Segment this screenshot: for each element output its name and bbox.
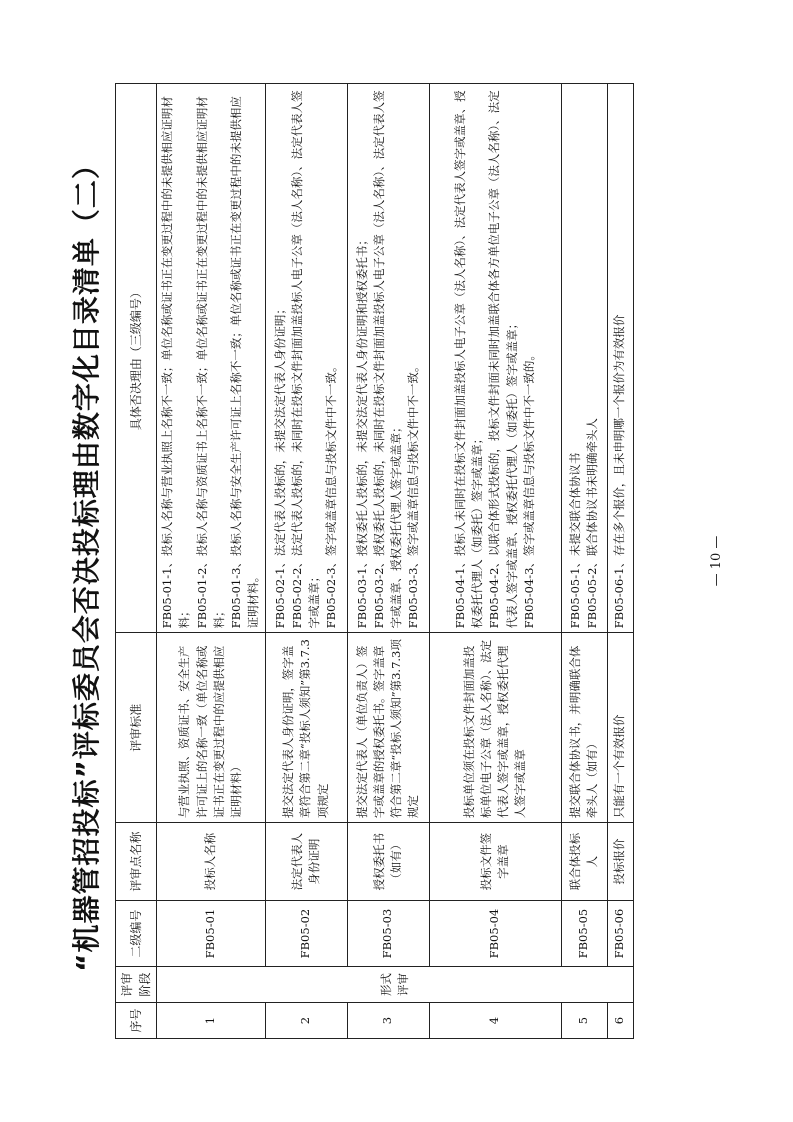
rotated-content xyxy=(57,51,737,1071)
page-number: — 10 — xyxy=(708,535,724,587)
reason-item: FB05-02-2、法定代表人投标的，未同时在投标文件封面加盖投标人电子公章（法人名称）、法定代表人签字或盖章； xyxy=(289,90,321,629)
row-point: 投标文件签字盖章 xyxy=(429,823,561,901)
row-seq: 4 xyxy=(429,1003,561,1039)
row-reasons xyxy=(347,84,429,633)
header-stage: 评审阶段 xyxy=(115,967,156,1003)
reason-item: FB05-05-1、未提交联合体协议书 xyxy=(567,452,582,629)
row-reasons xyxy=(265,84,347,633)
header-reasons: 具体否决理由（三级编号） xyxy=(115,84,156,633)
row-point: 投标人名称 xyxy=(156,823,265,901)
row-reasons xyxy=(156,84,265,633)
reason-item: FB05-06-1、存在多个报价，且未申明哪一个报价为有效报价 xyxy=(611,314,626,629)
reason-item: FB05-01-2、投标人名称与资质证书上名称不一致；单位名称或证书正在变更过程中的未提供相应证明材料； xyxy=(194,96,226,629)
row-standard: 只能有一个有效报价 xyxy=(607,633,633,823)
reasons-table xyxy=(115,83,634,1039)
table-row xyxy=(561,84,607,1039)
header-seq: 序号 xyxy=(115,1003,156,1039)
header-point: 评审点名称 xyxy=(115,823,156,901)
row-standard: 与营业执照、资质证书、安全生产许可证上的名称一致（单位名称或证书正在变更过程中的应提供相应证明材料） xyxy=(156,633,265,823)
reason-item: FB05-04-1、投标人未同时在投标文件封面加盖投标人电子公章（法人名称）、法定代表人签字或盖章、授权委托代理人（如委托）签字或盖章； xyxy=(452,90,484,629)
reason-item: FB05-02-3、签字或盖章信息与投标文件中不一致。 xyxy=(323,360,338,629)
row-standard: 投标单位须在投标文件封面加盖投标单位电子公章（法人名称）、法定代表人签字或盖章，授权委托代理人签字或盖章 xyxy=(429,633,561,823)
row-code: FB05-04 xyxy=(429,901,561,967)
header-standard: 评审标准 xyxy=(115,633,156,823)
page-title: “机器管招投标”评标委员会否决投标理由数字化目录清单（二） xyxy=(69,150,103,972)
table-row xyxy=(429,84,561,1039)
reason-item: FB05-03-1、授权委托人投标的，未提交法定代表人身份证明和授权委托书； xyxy=(354,234,368,629)
row-seq: 5 xyxy=(561,1003,607,1039)
row-seq: 3 xyxy=(347,1003,429,1039)
reason-item: FB05-01-1、投标人名称与营业执照上名称不一致；单位名称或证书正在变更过程中的未提供相应证明材料； xyxy=(159,96,191,629)
row-code: FB05-01 xyxy=(156,901,265,967)
header-code2: 二级编号 xyxy=(115,901,156,967)
row-code: FB05-02 xyxy=(265,901,347,967)
stage-cell: 形式评审 xyxy=(156,967,633,1003)
reason-item: FB05-03-3、签字或盖章信息与投标文件中不一致。 xyxy=(405,360,420,629)
reason-item: FB05-04-2、以联合体形式投标的，投标文件封面未同时加盖联合体各方单位电子公章（法人名称）、法定代表人签字或盖章、授权委托代理人（如委托）签字或盖章； xyxy=(486,90,519,629)
table-row xyxy=(156,84,265,1039)
table-row xyxy=(347,84,429,1039)
reason-item: FB05-02-1、法定代表人投标的，未提交法定代表人身份证明； xyxy=(272,303,286,629)
table-row xyxy=(607,84,633,1039)
row-standard: 提交法定代表人身份证明，签字盖章符合第二章“投标人须知”第3.7.3项规定 xyxy=(265,633,347,823)
row-seq: 1 xyxy=(156,1003,265,1039)
table-header-row xyxy=(115,84,156,1039)
row-code: FB05-06 xyxy=(607,901,633,967)
row-seq: 2 xyxy=(265,1003,347,1039)
row-point: 授权委托书（如有） xyxy=(347,823,429,901)
row-standard: 提交法定代表人（单位负责人）签字或盖章的授权委托书。签字盖章符合第二章“投标人须知”第3.7.3项规定 xyxy=(347,633,429,823)
table-row xyxy=(265,84,347,1039)
reason-item: FB05-04-3、签字或盖章信息与投标文件中不一致的。 xyxy=(521,349,536,629)
row-point: 投标报价 xyxy=(607,823,633,901)
row-seq: 6 xyxy=(607,1003,633,1039)
row-code: FB05-05 xyxy=(561,901,607,967)
row-point: 法定代表人身份证明 xyxy=(265,823,347,901)
row-reasons xyxy=(561,84,607,633)
reason-item: FB05-01-3、投标人名称与安全生产许可证上名称不一致；单位名称或证书正在变更过程中的未提供相应证明材料。 xyxy=(228,96,260,629)
reason-item: FB05-05-2、联合体协议书未明确牵头人 xyxy=(584,418,599,629)
row-code: FB05-03 xyxy=(347,901,429,967)
reason-item: FB05-03-2、授权委托人投标的，未同时在投标文件封面加盖投标人电子公章（法人名称）、法定代表人签字或盖章、授权委托代理人签字或盖章； xyxy=(371,90,403,629)
row-reasons xyxy=(607,84,633,633)
row-standard: 提交联合体协议书，并明确联合体牵头人（如有） xyxy=(561,633,607,823)
row-point: 联合体投标人 xyxy=(561,823,607,901)
row-reasons xyxy=(429,84,561,633)
